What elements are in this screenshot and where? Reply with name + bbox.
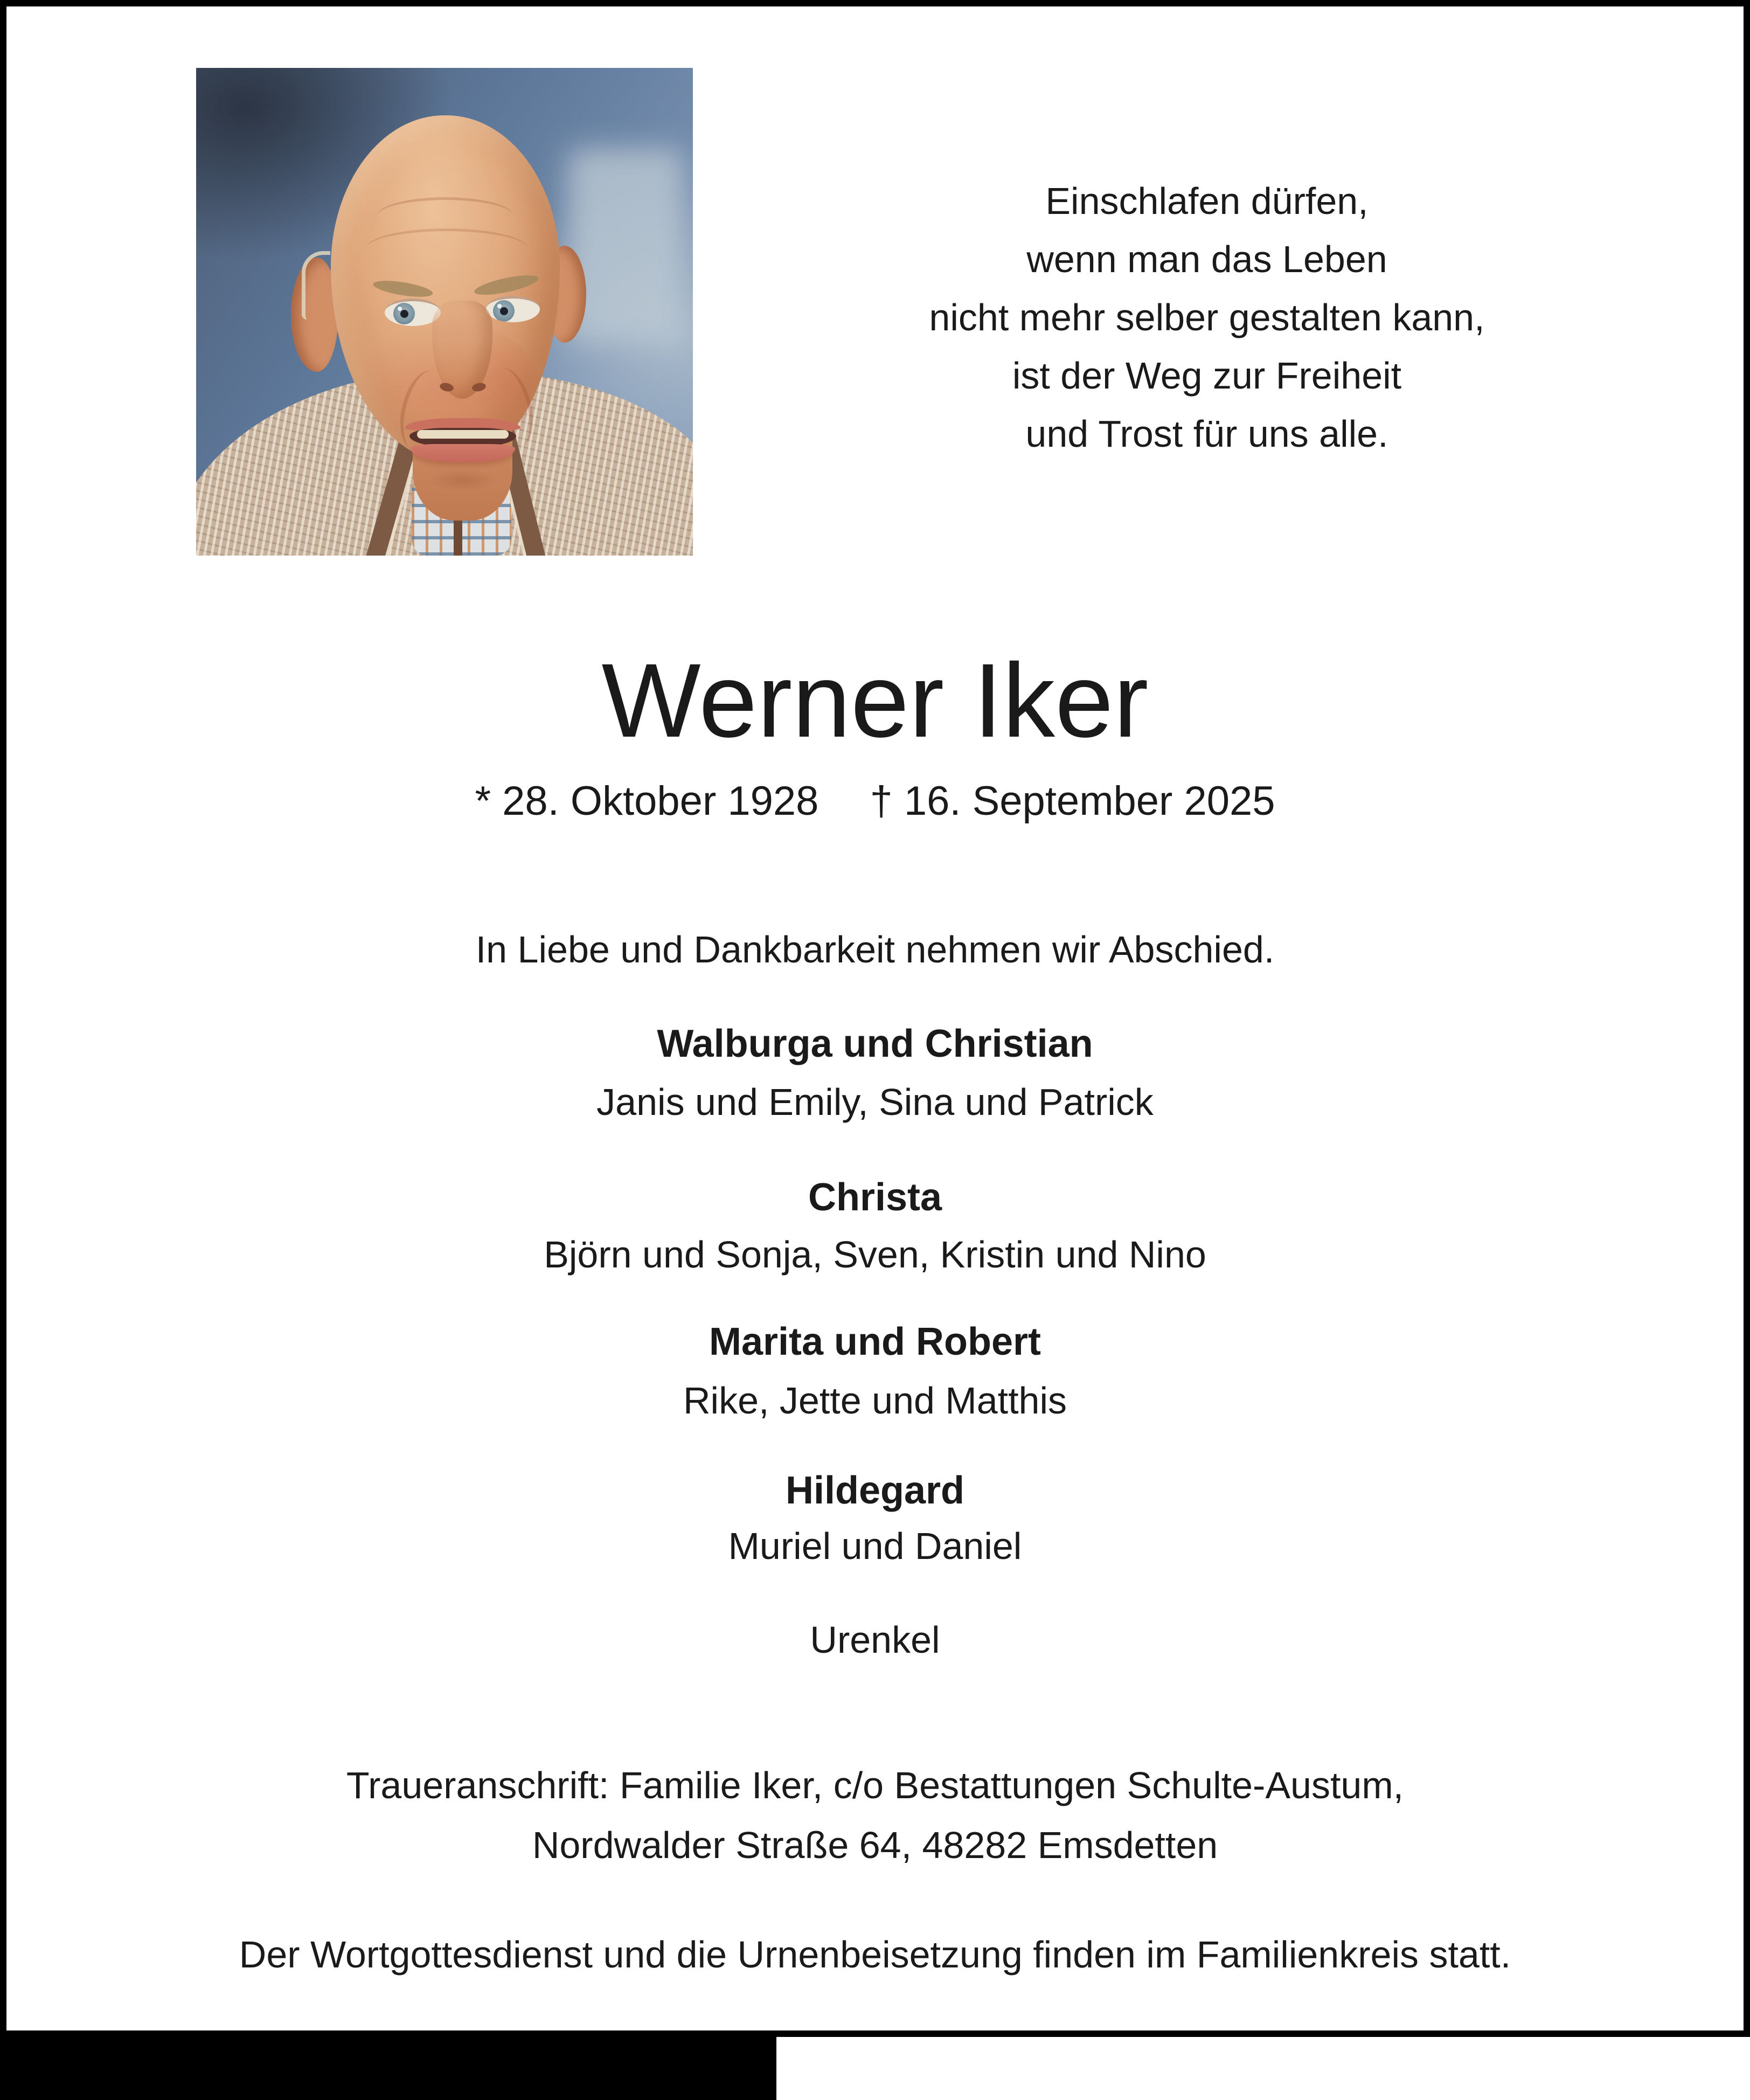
photo-background-highlight [568,149,684,343]
family-children: Muriel und Daniel [728,1525,1022,1567]
photo-right-iris [493,300,515,322]
family-children: Björn und Sonja, Sven, Kristin und Nino [544,1233,1206,1276]
family-children: Janis und Emily, Sina und Patrick [596,1081,1154,1123]
photo-forehead-wrinkle [366,228,527,269]
mourning-address-line2: Nordwalder Straße 64, 48282 Emsdetten [532,1824,1218,1866]
portrait-photo [196,68,693,556]
service-note: Der Wortgottesdienst und die Urnenbeisetzung finden im Familienkreis statt. [239,1933,1511,1976]
deceased-name: Werner Iker [601,642,1149,759]
verse-line: ist der Weg zur Freiheit [1012,355,1402,397]
family-names: Hildegard [785,1469,965,1512]
photo-eye-glint [398,307,402,311]
life-dates [0,778,1750,824]
verse-line: wenn man das Leben [1026,238,1387,280]
photo-zipper [454,515,462,556]
family-names: Christa [808,1176,942,1219]
scan-bottom-left-black-area [0,2037,776,2100]
great-grandchildren-label: Urenkel [810,1619,940,1661]
photo-lower-lip [411,444,515,462]
family-names: Walburga und Christian [657,1022,1093,1065]
death-date: † 16. September 2025 [870,778,1275,824]
family-children: Rike, Jette und Matthis [683,1380,1067,1422]
photo-right-eye [486,296,540,322]
verse-line: nicht mehr selber gestalten kann, [929,296,1485,338]
family-names: Marita und Robert [709,1320,1041,1363]
photo-hearing-aid [302,251,330,320]
photo-eye-glint [497,304,502,308]
photo-mouth [405,418,520,463]
farewell-line: In Liebe und Dankbarkeit nehmen wir Abschied. [475,928,1275,971]
birth-date: * 28. Oktober 1928 [475,778,819,824]
mourning-address-line1: Traueranschrift: Familie Iker, c/o Bestattungen Schulte-Austum, [346,1764,1404,1806]
photo-left-pupil [400,310,408,318]
memorial-verse [830,172,1584,463]
photo-teeth [417,430,509,439]
photo-chin-shadow [428,469,498,491]
photo-right-pupil [500,307,508,315]
photo-left-iris [393,303,415,324]
verse-line: Einschlafen dürfen, [1045,180,1369,222]
verse-line: und Trost für uns alle. [1025,413,1388,455]
